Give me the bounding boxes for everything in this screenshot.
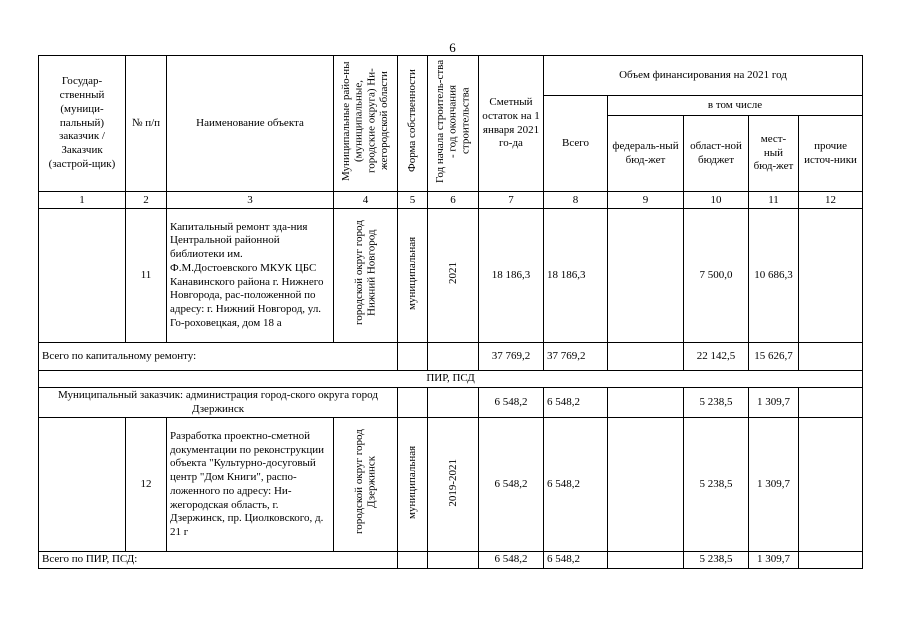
cell-object-name: Разработка проектно-сметной документации по реконструкции объекта "Культурно-досуговый центр "Дом Книги", распо-ложенного по адресу: Ни-жегородская область, г. Дзержинск, пр. Циолковского, д. 21 г <box>167 418 334 552</box>
total-design-label: Всего по ПИР, ПСД: <box>39 552 398 569</box>
cell-federal <box>608 209 684 343</box>
table-row-total-capital <box>39 343 863 371</box>
total-capital-remainder: 37 769,2 <box>479 343 544 371</box>
cell-regional: 7 500,0 <box>684 209 749 343</box>
cell-number: 12 <box>126 418 167 552</box>
cell-customer <box>39 209 126 343</box>
cell-years: 2021 <box>428 209 479 343</box>
empty-cell <box>428 343 479 371</box>
cell-years: 2019-2021 <box>428 418 479 552</box>
col-num: 2 <box>126 192 167 209</box>
section-row <box>39 371 863 388</box>
total-capital-label: Всего по капитальному ремонту: <box>39 343 398 371</box>
col-num: 10 <box>684 192 749 209</box>
col-num: 11 <box>749 192 799 209</box>
cell-object-name: Капитальный ремонт зда-ния Центральной районной библиотеки им. Ф.М.Достоевского МКУК ЦБС Канавинского района г. Нижнего Новгорода, рас-положенной по адресу: г. Нижний Новгород, ул. Го-роховецкая, дом 18 а <box>167 209 334 343</box>
col-num: 6 <box>428 192 479 209</box>
empty-cell <box>398 343 428 371</box>
col-num: 8 <box>544 192 608 209</box>
header-remainder: Сметный остаток на 1 января 2021 го-да <box>479 56 544 192</box>
col-num: 3 <box>167 192 334 209</box>
table-row-customer <box>39 387 863 418</box>
cell-federal <box>608 418 684 552</box>
empty-cell <box>799 387 863 418</box>
header-including: в том числе <box>608 96 863 116</box>
col-num: 7 <box>479 192 544 209</box>
total-design-regional: 5 238,5 <box>684 552 749 569</box>
total-design-remainder: 6 548,2 <box>479 552 544 569</box>
cell-ownership: муниципальная <box>398 209 428 343</box>
empty-cell <box>428 387 479 418</box>
header-federal: федераль-ный бюд-жет <box>608 116 684 192</box>
cell-other <box>799 418 863 552</box>
cell-local: 10 686,3 <box>749 209 799 343</box>
total-design-total: 6 548,2 <box>544 552 608 569</box>
cell-local: 1 309,7 <box>749 418 799 552</box>
cell-other <box>799 209 863 343</box>
header-customer: Государ-ственный (муници-пальный) заказчик / Заказчик (застрой-щик) <box>39 56 126 192</box>
header-years: Год начала строитель-ства - год окончания строительства <box>428 56 479 192</box>
customer-regional: 5 238,5 <box>684 387 749 418</box>
col-num: 4 <box>334 192 398 209</box>
col-num: 12 <box>799 192 863 209</box>
total-capital-regional: 22 142,5 <box>684 343 749 371</box>
table-row-library <box>39 209 863 343</box>
header-financing: Объем финансирования на 2021 год <box>544 56 863 96</box>
header-district: Муниципальные райо-ны (муниципальные, городские округа) Ни-жегородской области <box>334 56 398 192</box>
header-total: Всего <box>544 96 608 192</box>
cell-number: 11 <box>126 209 167 343</box>
empty-cell <box>799 343 863 371</box>
header-ownership: Форма собственности <box>398 56 428 192</box>
section-title: ПИР, ПСД <box>39 371 863 388</box>
header-regional: област-ной бюджет <box>684 116 749 192</box>
customer-remainder: 6 548,2 <box>479 387 544 418</box>
col-num: 9 <box>608 192 684 209</box>
header-other: прочие источ-ники <box>799 116 863 192</box>
empty-cell <box>608 387 684 418</box>
empty-cell <box>398 387 428 418</box>
empty-cell <box>608 343 684 371</box>
cell-customer <box>39 418 126 552</box>
cell-district: городской округ город Нижний Новгород <box>334 209 398 343</box>
cell-remainder: 18 186,3 <box>479 209 544 343</box>
cell-remainder: 6 548,2 <box>479 418 544 552</box>
empty-cell <box>398 552 428 569</box>
customer-label: Муниципальный заказчик: администрация город-ского округа город Дзержинск <box>39 387 398 418</box>
empty-cell <box>608 552 684 569</box>
customer-local: 1 309,7 <box>749 387 799 418</box>
table-row-design <box>39 418 863 552</box>
cell-total: 6 548,2 <box>544 418 608 552</box>
cell-regional: 5 238,5 <box>684 418 749 552</box>
header-number: № п/п <box>126 56 167 192</box>
financing-table <box>38 55 863 569</box>
col-num: 5 <box>398 192 428 209</box>
table-row-total-design <box>39 552 863 569</box>
cell-ownership: муниципальная <box>398 418 428 552</box>
header-object-name: Наименование объекта <box>167 56 334 192</box>
total-capital-total: 37 769,2 <box>544 343 608 371</box>
page-number: 6 <box>449 40 456 55</box>
header-local: мест-ный бюд-жет <box>749 116 799 192</box>
empty-cell <box>428 552 479 569</box>
empty-cell <box>799 552 863 569</box>
total-design-local: 1 309,7 <box>749 552 799 569</box>
col-num: 1 <box>39 192 126 209</box>
total-capital-local: 15 626,7 <box>749 343 799 371</box>
column-numbers-row <box>39 192 863 209</box>
customer-total: 6 548,2 <box>544 387 608 418</box>
cell-total: 18 186,3 <box>544 209 608 343</box>
cell-district: городской округ город Дзержинск <box>334 418 398 552</box>
